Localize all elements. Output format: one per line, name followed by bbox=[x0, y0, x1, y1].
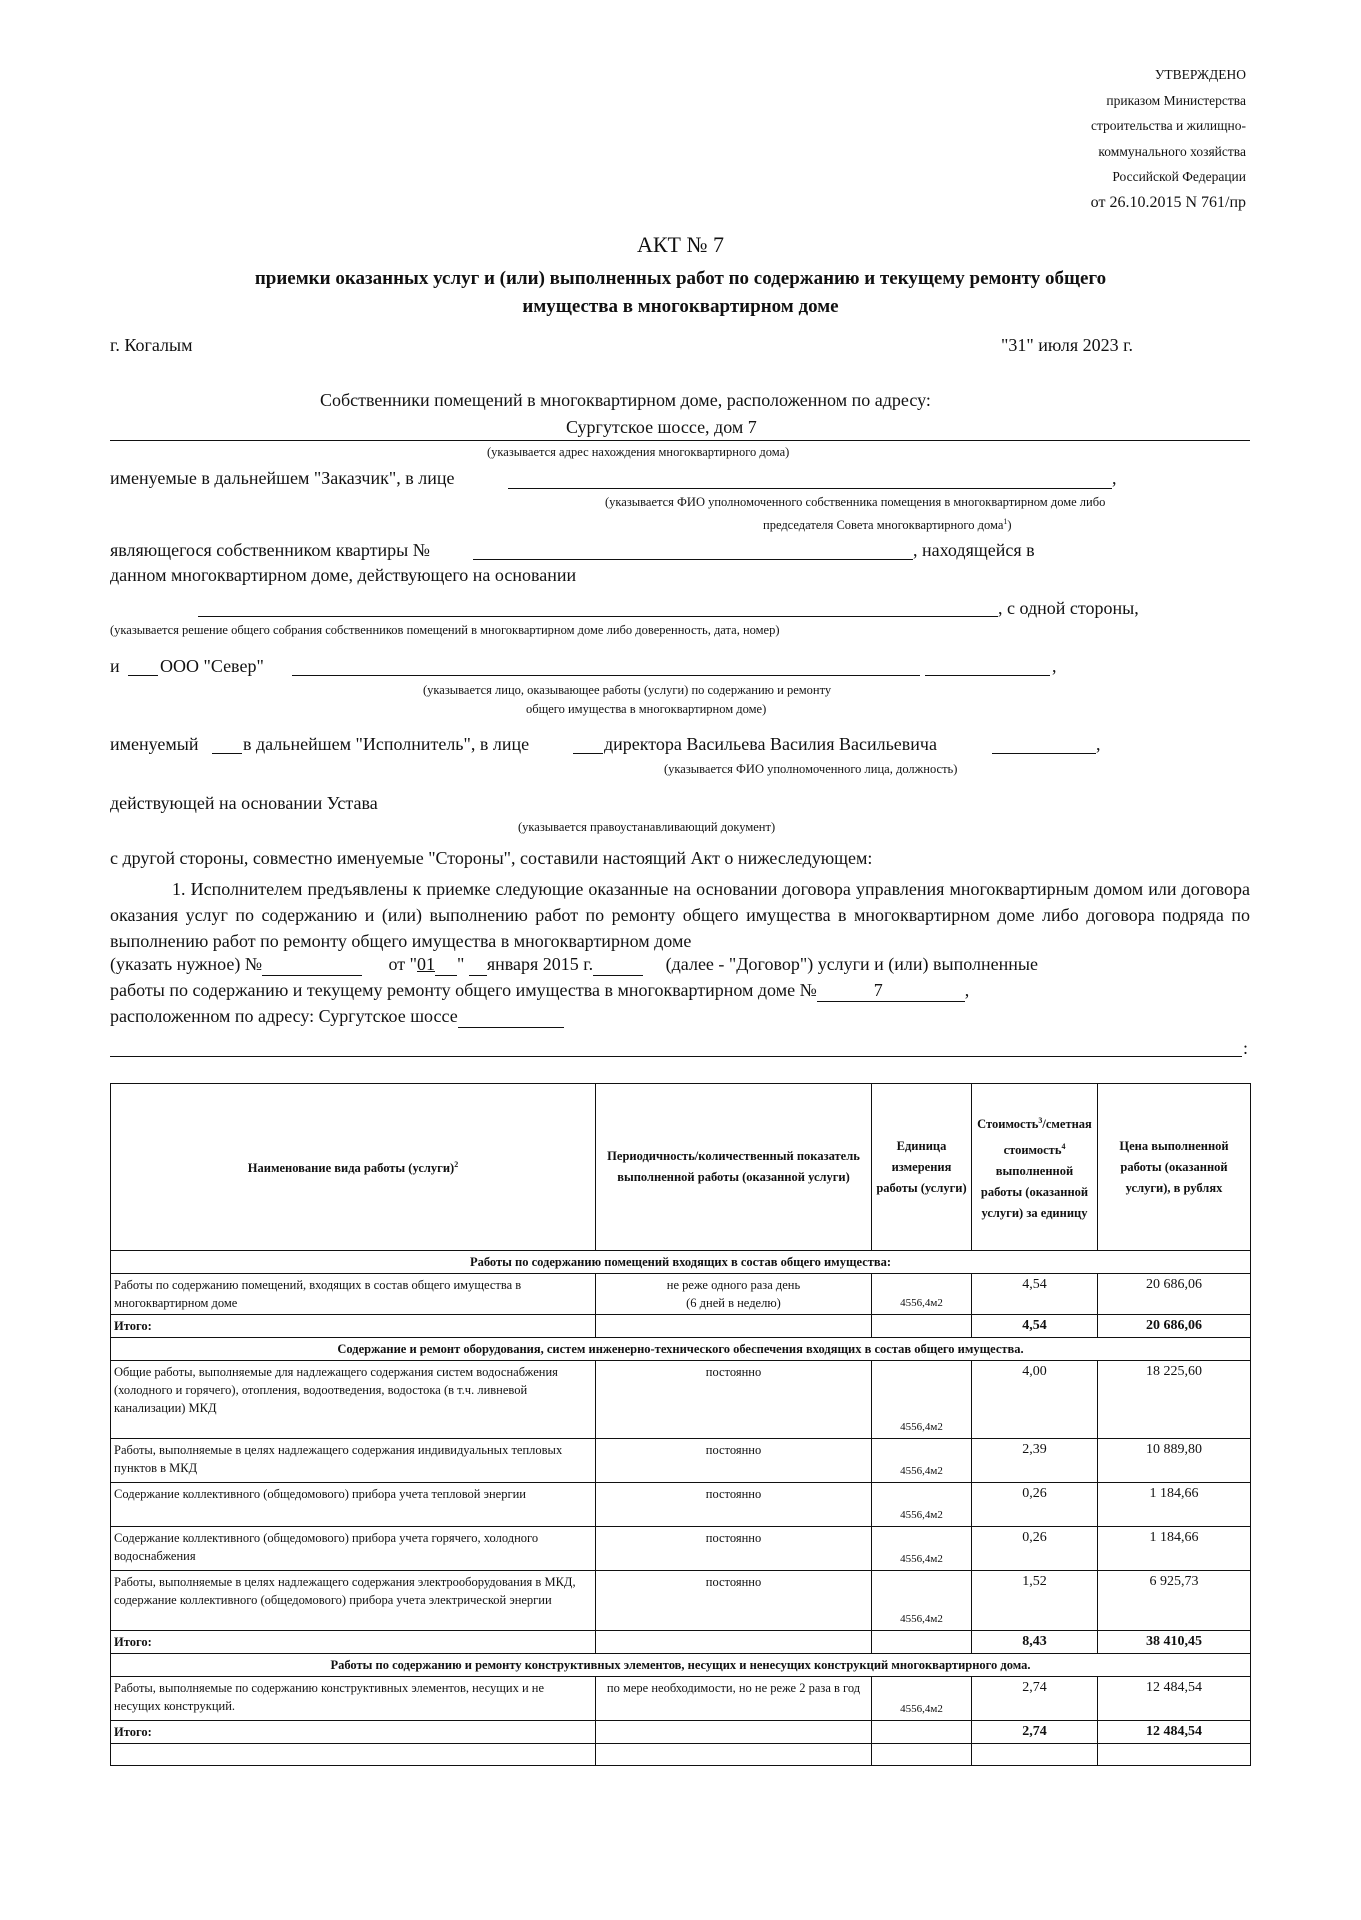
act-title-line2: имущества в многоквартирном доме bbox=[522, 296, 839, 317]
named-text: именуемый bbox=[110, 734, 199, 754]
act-number: АКТ № 7 bbox=[637, 232, 724, 257]
contract-number-underline bbox=[262, 954, 362, 976]
empty-cell bbox=[596, 1744, 872, 1766]
header-work-name: Наименование вида работы (услуги)$^2$ bbox=[111, 1084, 596, 1251]
total-cost: 4,54 bbox=[972, 1315, 1098, 1338]
basis-underline bbox=[198, 616, 998, 617]
address-note: (указывается адрес нахождения многоквартирного дома) bbox=[487, 445, 790, 459]
other-side: с другой стороны, совместно именуемые "Стороны", составили настоящий Акт о нижеследующем: bbox=[110, 848, 873, 868]
customer-line: именуемые в дальнейшем "Заказчик", в лице bbox=[110, 468, 455, 488]
address-value: Сургутское шоссе, дом 7 bbox=[566, 417, 757, 437]
work-name-cell: Содержание коллективного (общедомового) прибора учета горячего, холодного водоснабжения bbox=[111, 1527, 596, 1571]
contractor-pre-underline bbox=[128, 675, 158, 676]
unit-cost-cell: 0,26 bbox=[972, 1483, 1098, 1527]
located-text: , находящейся в bbox=[913, 540, 1035, 560]
unit-cost-cell: 2,39 bbox=[972, 1439, 1098, 1483]
contract-month: января 2015 г. bbox=[486, 954, 594, 974]
empty-cell bbox=[872, 1631, 972, 1654]
section-title: Работы по содержанию и ремонту конструктивных элементов, несущих и ненесущих конструкций многоквартирного дома. bbox=[111, 1654, 1251, 1677]
contractor-note: (указывается лицо, оказывающее работы (услуги) по содержанию и ремонту bbox=[423, 683, 832, 697]
header-periodicity: Периодичность/количественный показатель выполненной работы (оказанной услуги) bbox=[596, 1084, 872, 1251]
section-header-row bbox=[111, 1338, 1251, 1361]
empty-cell bbox=[872, 1315, 972, 1338]
table-row bbox=[111, 1439, 1251, 1483]
empty-cell bbox=[596, 1631, 872, 1654]
work-name-cell: Работы, выполняемые в целях надлежащего содержания электрооборудования в МКД, содержание коллективного (общедомового) прибора учета электрической энергии bbox=[111, 1571, 596, 1631]
total-price: 20 686,06 bbox=[1098, 1315, 1251, 1338]
periodicity-cell: постоянно bbox=[596, 1571, 872, 1631]
named-underline bbox=[212, 753, 242, 754]
work-name-cell: Содержание коллективного (общедомового) прибора учета тепловой энергии bbox=[111, 1483, 596, 1527]
colon: : bbox=[1242, 1038, 1248, 1058]
periodicity-cell: постоянно bbox=[596, 1361, 872, 1439]
house-comma: , bbox=[964, 980, 970, 1000]
named-text-2: в дальнейшем "Исполнитель", в лице bbox=[243, 734, 530, 754]
section-title: Содержание и ремонт оборудования, систем инженерно-технического обеспечения входящих в состав общего имущества. bbox=[111, 1338, 1251, 1361]
customer-note: председателя Совета многоквартирного дома$^1$) bbox=[763, 517, 1012, 533]
header-unit-cost: Стоимость$^3$/сметная стоимость$^4$ выполненной работы (оказанной услуги) за единицу bbox=[972, 1084, 1098, 1251]
contractor-comma: , bbox=[1052, 656, 1057, 676]
director-underline bbox=[992, 753, 1096, 754]
approval-line: приказом Министерства bbox=[1106, 92, 1246, 108]
total-label: Итого: bbox=[111, 1631, 596, 1654]
customer-underline bbox=[508, 488, 1112, 489]
director-pre-underline bbox=[573, 753, 603, 754]
total-row bbox=[111, 1315, 1251, 1338]
owner-of-apartment: являющегося собственником квартиры № bbox=[110, 540, 430, 560]
work-name-cell: Общие работы, выполняемые для надлежащего содержания систем водоснабжения (холодного и горячего), отопления, водоотведения, водостока (в т.ч. ливневой канализации) МКД bbox=[111, 1361, 596, 1439]
city: г. Когалым bbox=[110, 335, 193, 355]
table-row bbox=[111, 1677, 1251, 1721]
house-underline bbox=[883, 980, 965, 1002]
address-blank-underline bbox=[110, 1056, 1242, 1057]
price-cell: 18 225,60 bbox=[1098, 1361, 1251, 1439]
table-body bbox=[111, 1251, 1251, 1744]
price-cell: 6 925,73 bbox=[1098, 1571, 1251, 1631]
act-title-line1: приемки оказанных услуг и (или) выполненных работ по содержанию и текущему ремонту общего bbox=[254, 268, 1107, 289]
periodicity-cell: постоянно bbox=[596, 1483, 872, 1527]
total-row bbox=[111, 1631, 1251, 1654]
unit-cell: 4556,4м2 bbox=[872, 1677, 972, 1721]
table-row bbox=[111, 1274, 1251, 1315]
price-cell: 12 484,54 bbox=[1098, 1677, 1251, 1721]
periodicity-cell: постоянно bbox=[596, 1439, 872, 1483]
address-line-underline bbox=[458, 1006, 564, 1028]
unit-cell: 4556,4м2 bbox=[872, 1361, 972, 1439]
unit-cost-cell: 1,52 bbox=[972, 1571, 1098, 1631]
year-underline bbox=[593, 954, 643, 976]
house-number: 7 bbox=[817, 980, 883, 1002]
empty-cell bbox=[1098, 1744, 1251, 1766]
unit-cell: 4556,4м2 bbox=[872, 1439, 972, 1483]
section-header-row bbox=[111, 1654, 1251, 1677]
address-underline bbox=[110, 440, 1250, 441]
contractor-underline-2 bbox=[925, 675, 1050, 676]
house-line bbox=[110, 980, 969, 1002]
paragraph-1 bbox=[110, 876, 1250, 954]
act-date: "31" июля 2023 г. bbox=[1001, 335, 1133, 355]
contract-rest: (далее - "Договор") услуги и (или) выполненные bbox=[665, 954, 1038, 974]
total-cost: 2,74 bbox=[972, 1721, 1098, 1744]
periodicity-cell: не реже одного раза день (6 дней в неделю) bbox=[596, 1274, 872, 1315]
empty-cell bbox=[872, 1721, 972, 1744]
charter-note: (указывается правоустанавливающий документ) bbox=[518, 820, 776, 834]
address-line bbox=[110, 1006, 564, 1028]
total-label: Итого: bbox=[111, 1315, 596, 1338]
contract-from: от " bbox=[388, 954, 417, 974]
month-underline bbox=[469, 954, 487, 976]
and-text: и bbox=[110, 656, 120, 676]
unit-cost-cell: 4,00 bbox=[972, 1361, 1098, 1439]
house-line-text: работы по содержанию и текущему ремонту общего имущества в многоквартирном доме № bbox=[110, 980, 817, 1000]
contract-number-label: (указать нужное) № bbox=[110, 954, 263, 974]
work-name-cell: Работы, выполняемые в целях надлежащего содержания индивидуальных тепловых пунктов в МКД bbox=[111, 1439, 596, 1483]
empty-cell bbox=[872, 1744, 972, 1766]
unit-cell: 4556,4м2 bbox=[872, 1483, 972, 1527]
day-underline bbox=[435, 954, 457, 976]
act-title bbox=[0, 265, 1361, 321]
periodicity-cell: по мере необходимости, но не реже 2 раза в год bbox=[596, 1677, 872, 1721]
table-row bbox=[111, 1527, 1251, 1571]
work-name-cell: Работы, выполняемые по содержанию конструктивных элементов, несущих и не несущих конструкций. bbox=[111, 1677, 596, 1721]
price-cell: 1 184,66 bbox=[1098, 1483, 1251, 1527]
unit-cell: 4556,4м2 bbox=[872, 1571, 972, 1631]
approval-order: от 26.10.2015 N 761/пр bbox=[1090, 193, 1246, 211]
unit-cost-cell: 2,74 bbox=[972, 1677, 1098, 1721]
empty-row bbox=[111, 1744, 1251, 1766]
owners-line: Собственники помещений в многоквартирном доме, расположенном по адресу: bbox=[320, 390, 931, 410]
section-title: Работы по содержанию помещений входящих в состав общего имущества: bbox=[111, 1251, 1251, 1274]
customer-comma: , bbox=[1112, 468, 1117, 488]
contractor-underline bbox=[292, 675, 920, 676]
total-price: 12 484,54 bbox=[1098, 1721, 1251, 1744]
contract-day: 01 bbox=[417, 954, 435, 974]
header-unit: Единица измерения работы (услуги) bbox=[872, 1084, 972, 1251]
total-row bbox=[111, 1721, 1251, 1744]
total-price: 38 410,45 bbox=[1098, 1631, 1251, 1654]
director-name: директора Васильева Василия Васильевича bbox=[604, 734, 937, 754]
table-row bbox=[111, 1571, 1251, 1631]
periodicity-cell: постоянно bbox=[596, 1527, 872, 1571]
empty-cell bbox=[596, 1721, 872, 1744]
unit-cost-cell: 0,26 bbox=[972, 1527, 1098, 1571]
approval-line: коммунального хозяйства bbox=[1098, 143, 1246, 159]
empty-cell bbox=[111, 1744, 596, 1766]
total-label: Итого: bbox=[111, 1721, 596, 1744]
approval-block bbox=[1091, 62, 1246, 215]
empty-cell bbox=[972, 1744, 1098, 1766]
director-comma: , bbox=[1096, 734, 1101, 754]
decision-note: (указывается решение общего собрания собственников помещений в многоквартирном доме либо доверенность, дата, номер) bbox=[110, 623, 780, 637]
approval-line: строительства и жилищно- bbox=[1091, 118, 1246, 133]
contractor-name: ООО "Север" bbox=[160, 656, 264, 676]
paragraph-1-text: 1. Исполнителем предъявлены к приемке следующие оказанные на основании договора управления многоквартирным домом или договора оказания услуг по содержанию и (или) выполнению работ по ремонту общего имущества в многоквартирном доме либо договора подряда по выполнению работ по ремонту общего имущества в многоквартирном доме bbox=[110, 879, 1250, 951]
price-cell: 10 889,80 bbox=[1098, 1439, 1251, 1483]
approval-line: Российской Федерации bbox=[1112, 169, 1246, 184]
contractor-note: общего имущества в многоквартирном доме) bbox=[526, 702, 767, 716]
one-side: , с одной стороны, bbox=[998, 598, 1139, 618]
acting-basis: данном многоквартирном доме, действующего на основании bbox=[110, 565, 577, 585]
header-price: Цена выполненной работы (оказанной услуги), в рублях bbox=[1098, 1084, 1251, 1251]
work-name-cell: Работы по содержанию помещений, входящих в состав общего имущества в многоквартирном доме bbox=[111, 1274, 596, 1315]
address-line-text: расположенном по адресу: Сургутское шоссе bbox=[110, 1006, 458, 1026]
empty-cell bbox=[596, 1315, 872, 1338]
price-cell: 20 686,06 bbox=[1098, 1274, 1251, 1315]
director-note: (указывается ФИО уполномоченного лица, должность) bbox=[664, 762, 958, 776]
apartment-underline bbox=[473, 559, 913, 560]
table-row bbox=[111, 1361, 1251, 1439]
table-header-row bbox=[111, 1084, 1251, 1251]
unit-cell: 4556,4м2 bbox=[872, 1274, 972, 1315]
unit-cost-cell: 4,54 bbox=[972, 1274, 1098, 1315]
table-row bbox=[111, 1483, 1251, 1527]
price-cell: 1 184,66 bbox=[1098, 1527, 1251, 1571]
total-cost: 8,43 bbox=[972, 1631, 1098, 1654]
contract-quote: " bbox=[457, 954, 465, 974]
customer-note: (указывается ФИО уполномоченного собственника помещения в многоквартирном доме либо bbox=[605, 495, 1106, 509]
approval-title: УТВЕРЖДЕНО bbox=[1154, 67, 1246, 82]
unit-cell: 4556,4м2 bbox=[872, 1527, 972, 1571]
works-table bbox=[110, 1083, 1251, 1766]
acting-charter: действующей на основании Устава bbox=[110, 793, 378, 813]
section-header-row bbox=[111, 1251, 1251, 1274]
contract-line bbox=[110, 954, 1250, 976]
